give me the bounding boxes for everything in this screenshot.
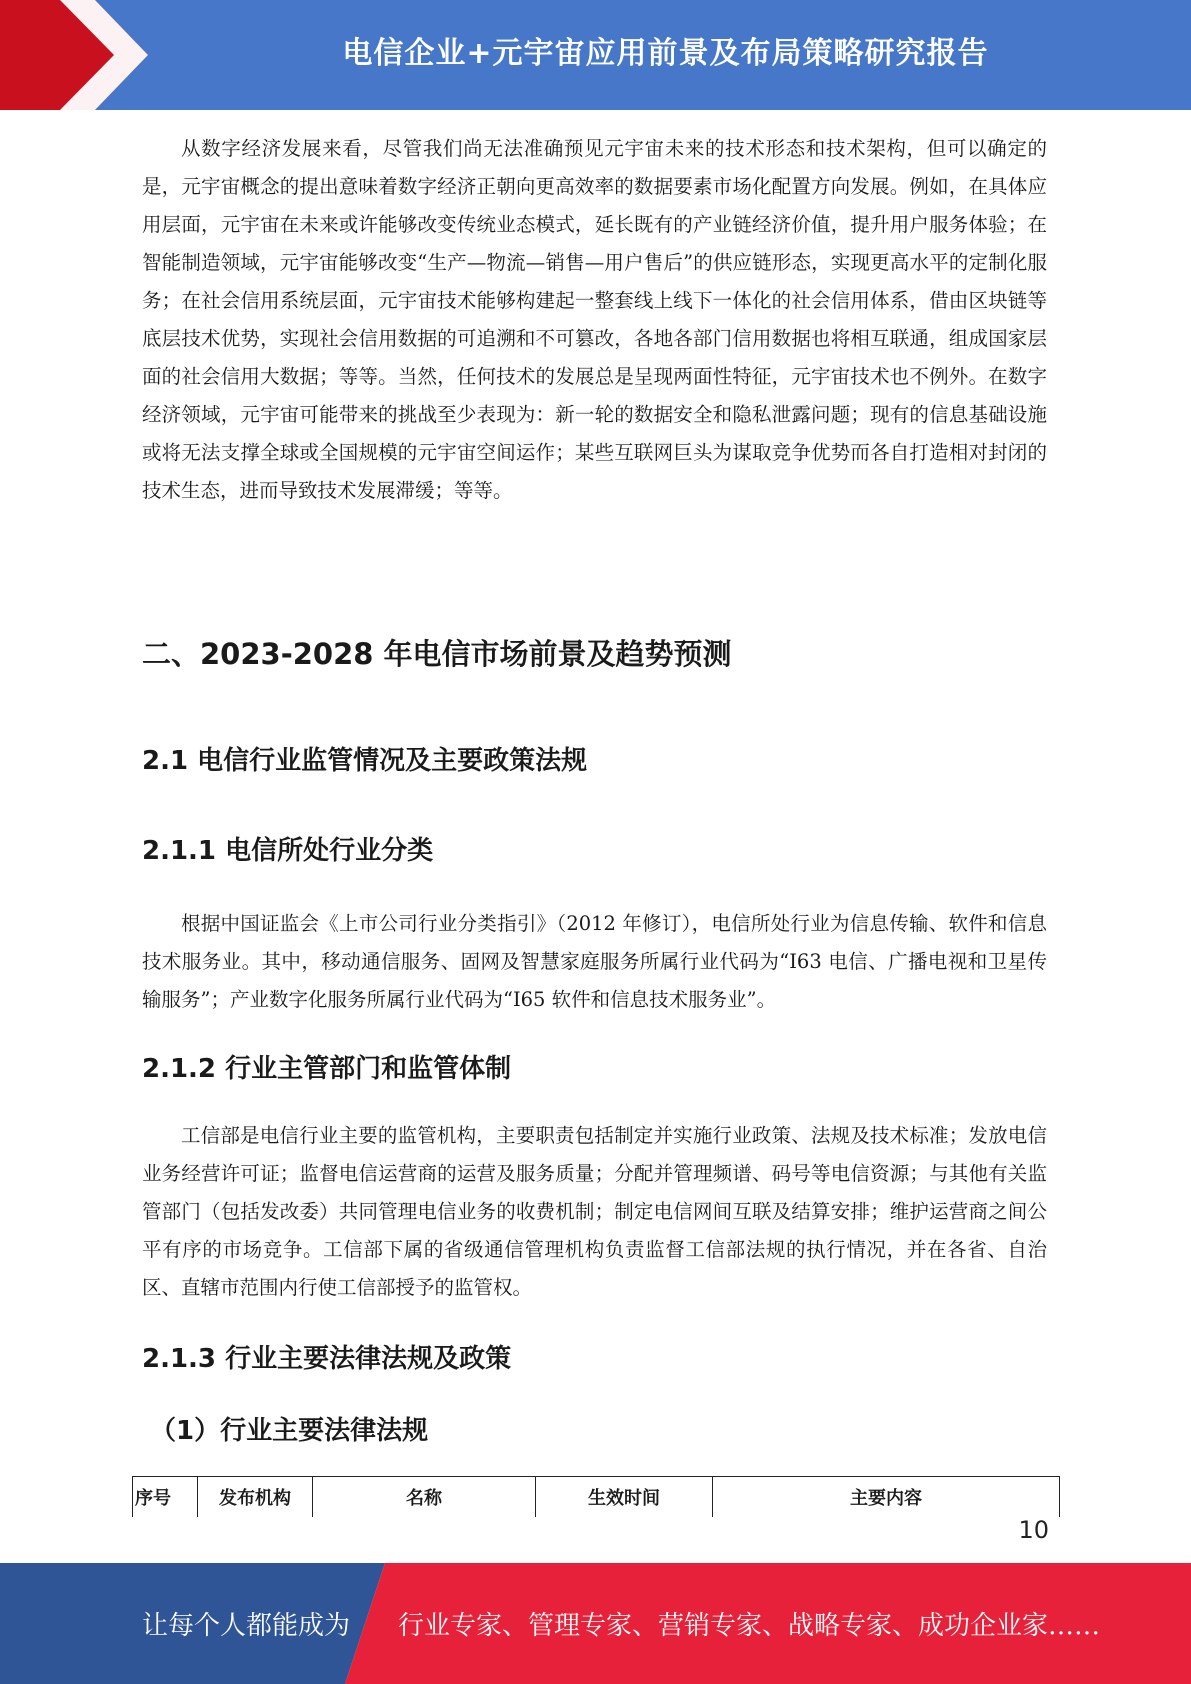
col-index: 序号 <box>133 1477 198 1518</box>
page-header <box>0 0 1191 110</box>
section-title: 二、2023-2028 年电信市场前景及趋势预测 <box>142 637 732 671</box>
col-effective-date: 生效时间 <box>536 1477 713 1518</box>
paragraph-2-1-1: 根据中国证监会《上市公司行业分类指引》（2012 年修订），电信所处行业为信息传输、软件和信息技术服务业。其中，移动通信服务、固网及智慧家庭服务所属行业代码为“I63 电信、广播电视和卫星传输服务”；产业数字化服务所属行业代码为“I65 软件和信息技术服务业”。 <box>142 912 1047 1011</box>
paragraph-2-1-2: 工信部是电信行业主要的监管机构，主要职责包括制定并实施行业政策、法规及技术标准；发放电信业务经营许可证；监督电信运营商的运营及服务质量；分配并管理频谱、码号等电信资源；与其他有关监管部门（包括发改委）共同管理电信业务的收费机制；制定电信网间互联及结算安排；维护运营商之间公平有序的市场竞争。工信部下属的省级通信管理机构负责监督工信部法规的执行情况，并在各省、自治区、直辖市范围内行使工信部授予的监管权。 <box>142 1124 1047 1299</box>
report-title: 电信企业+元宇宙应用前景及布局策略研究报告 <box>342 36 989 71</box>
heading-2-1-3: 2.1.3 行业主要法律法规及政策 <box>142 1344 512 1374</box>
heading-2-1-1: 2.1.1 电信所处行业分类 <box>142 836 434 866</box>
heading-2-1-2: 2.1.2 行业主管部门和监管体制 <box>142 1054 512 1084</box>
col-publisher: 发布机构 <box>198 1477 313 1518</box>
laws-table <box>132 1476 1060 1517</box>
table-header-row <box>133 1477 1060 1518</box>
intro-block <box>142 130 1047 510</box>
block-2-1-2 <box>142 1117 1047 1307</box>
block-2-1-1 <box>142 905 1047 1019</box>
intro-paragraph: 从数字经济发展来看，尽管我们尚无法准确预见元宇宙未来的技术形态和技术架构，但可以确定的是，元宇宙概念的提出意味着数字经济正朝向更高效率的数据要素市场化配置方向发展。例如，在具体应用层面，元宇宙在未来或许能够改变传统业态模式，延长既有的产业链经济价值，提升用户服务体验；在智能制造领域，元宇宙能够改变“生产—物流—销售—用户售后”的供应链形态，实现更高水平的定制化服务；在社会信用系统层面，元宇宙技术能够构建起一整套线上线下一体化的社会信用体系，借由区块链等底层技术优势，实现社会信用数据的可追溯和不可篡改，各地各部门信用数据也将相互联通，组成国家层面的社会信用大数据；等等。当然，任何技术的发展总是呈现两面性特征，元宇宙技术也不例外。在数字经济领域，元宇宙可能带来的挑战至少表现为：新一轮的数据安全和隐私泄露问题；现有的信息基础设施或将无法支撑全球或全国规模的元宇宙空间运作；某些互联网巨头为谋取竞争优势而各自打造相对封闭的技术生态，进而导致技术发展滞缓；等等。 <box>142 137 1047 502</box>
page-footer <box>0 1563 1191 1684</box>
footer-slogan-left: 让每个人都能成为 <box>142 1611 351 1641</box>
heading-laws: （1）行业主要法律法规 <box>150 1416 429 1446</box>
col-main-content: 主要内容 <box>713 1477 1060 1518</box>
footer-slogan-right: 行业专家、管理专家、营销专家、战略专家、成功企业家…… <box>398 1611 1101 1641</box>
col-name: 名称 <box>313 1477 536 1518</box>
subsection-title: 2.1 电信行业监管情况及主要政策法规 <box>142 746 588 776</box>
page-number: 10 <box>1018 1516 1049 1544</box>
